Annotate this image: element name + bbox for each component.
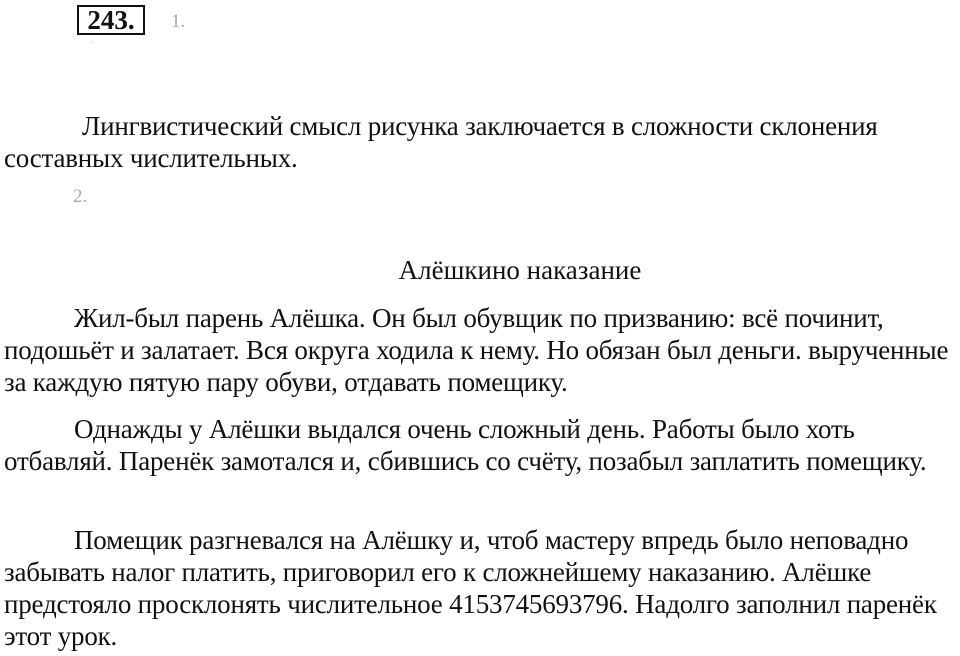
story-title: Алёшкино наказание: [398, 255, 642, 285]
story-paragraph-1: Жил-был парень Алёшка. Он был обувщик по призванию: всё починит, подошьёт и залатает. Вся округа ходила к нему. Но обязан был деньги. вырученные за каждую пятую пару обуви, отдавать помещику.: [4, 303, 949, 397]
story-paragraph-2: Однажды у Алёшки выдался очень сложный день. Работы было хоть отбавляй. Паренёк замотался и, сбившись со счёту, позабыл заплатить помещику.: [4, 414, 927, 476]
faint-tick-mark: ·: [90, 38, 94, 49]
story-paragraph-3: Помещик разгневался на Алёшку и, чтоб мастеру впредь было неповадно забывать налог платить, приговорил его к сложнейшему наказанию. Алёшке предстояло просклонять числительное 4153745693796. Надолго заполнил паренёк этот урок.: [4, 525, 937, 651]
item-1-marker: 1.: [171, 11, 186, 32]
item-2-marker: 2.: [73, 186, 88, 207]
exercise-number-box: 243.: [77, 5, 145, 35]
item-1-paragraph: Лингвистический смысл рисунка заключается в сложности склонения составных числительных.: [4, 111, 878, 173]
